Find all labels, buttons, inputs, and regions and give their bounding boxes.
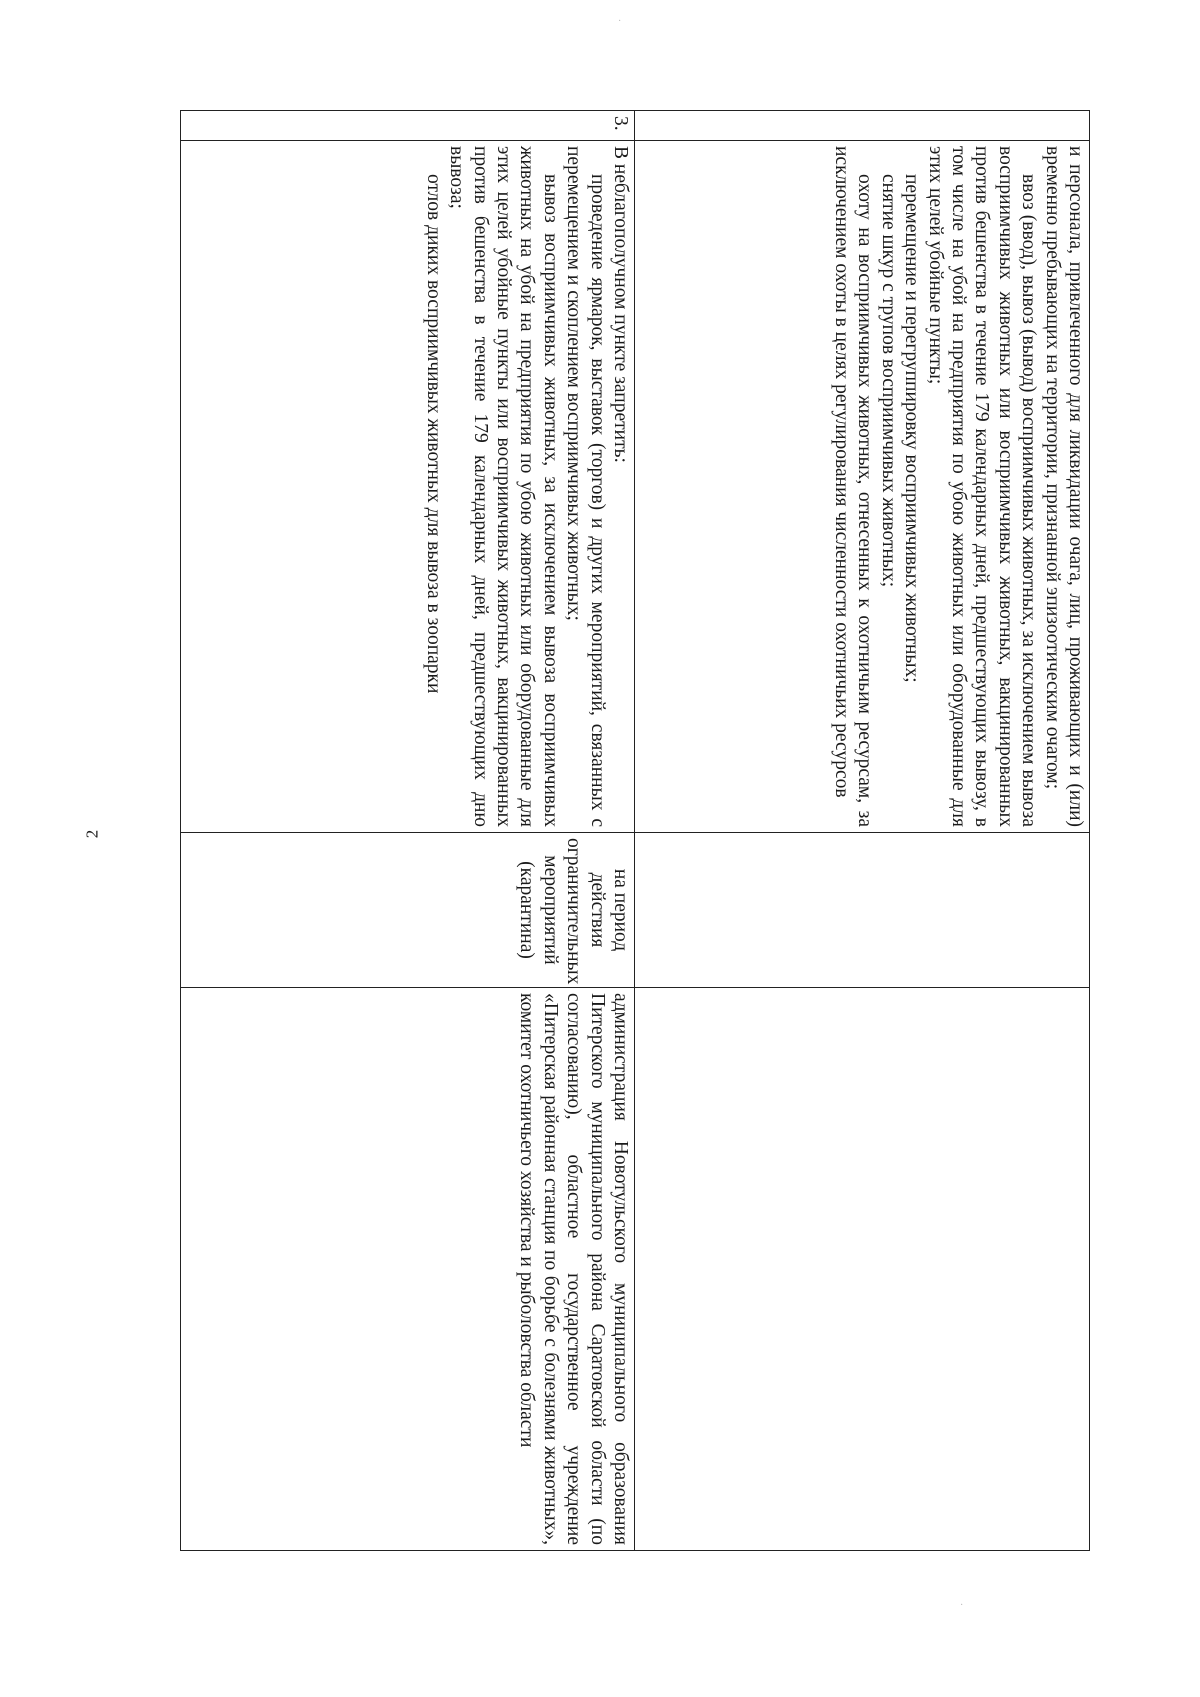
measure-text: ввоз (ввод), вывоз (вывод) восприимчивых животных, за исключением вывоза восприимчивых животных или восприимчивых животных, вакцинированных против бешенства в течение 179 календарных дней, предшествующих вывозу, в том числе на убой на предприятия по убою животных или оборудованные для этих целей убойные пункты; bbox=[924, 146, 1040, 827]
row-number-cell: 3. bbox=[181, 111, 635, 141]
table-row bbox=[181, 111, 635, 1551]
measure-text: отлов диких восприимчивых животных для вывоза в зоопарки bbox=[422, 174, 444, 694]
measure-text: В неблагополучном пункте запретить: bbox=[610, 146, 631, 463]
document-page bbox=[181, 110, 1090, 1550]
measure-text: перемещение и перегруппировку восприимчивых животных; bbox=[901, 174, 923, 683]
measure-text: снятие шкур с трупов восприимчивых животных; bbox=[877, 174, 899, 588]
row-number-cell bbox=[635, 111, 1090, 141]
scan-speck: · bbox=[618, 16, 622, 27]
responsible-cell bbox=[635, 988, 1090, 1551]
table-row bbox=[635, 111, 1090, 1551]
responsible-cell: администрация Новотульского муниципального образования Питерского муниципального района Саратовской области (по согласованию), областное государственное учреждение «Питерская районная станция по борьбе с болезнями животных», комитет охотничьего хозяйства и рыболовства области bbox=[181, 988, 635, 1551]
measure-text: вывоз восприимчивых животных, за исключением вывоза восприимчивых животных на убой на предприятия по убою животных или оборудованные для этих целей убойные пункты или восприимчивых животных, вакцинированных против бешенства в течение 179 календарных дней, предшествующих дню вывоза; bbox=[446, 146, 561, 827]
term-cell bbox=[635, 833, 1090, 988]
page-number: 2 bbox=[82, 829, 102, 839]
term-cell: на период действия ограничительных мероприятий (карантина) bbox=[181, 833, 635, 988]
measures-cell bbox=[635, 141, 1090, 833]
measure-text: проведение ярмарок, выставок (торгов) и других мероприятий, связанных с перемещением и скоплением восприимчивых животных; bbox=[563, 146, 608, 827]
measures-table bbox=[180, 110, 1090, 1551]
scan-speck: · bbox=[960, 1600, 964, 1611]
measures-cell bbox=[181, 141, 635, 833]
measure-text: и персонала, привлеченного для ликвидации очага, лиц, проживающих и (или) временно пребывающих на территории, признанной эпизоотическим очагом; bbox=[1041, 146, 1086, 827]
measure-text: охоту на восприимчивых животных, отнесенных к охотничьим ресурсам, за исключением охоты в целях регулирования численности охотничьих ресурсов bbox=[831, 146, 876, 827]
